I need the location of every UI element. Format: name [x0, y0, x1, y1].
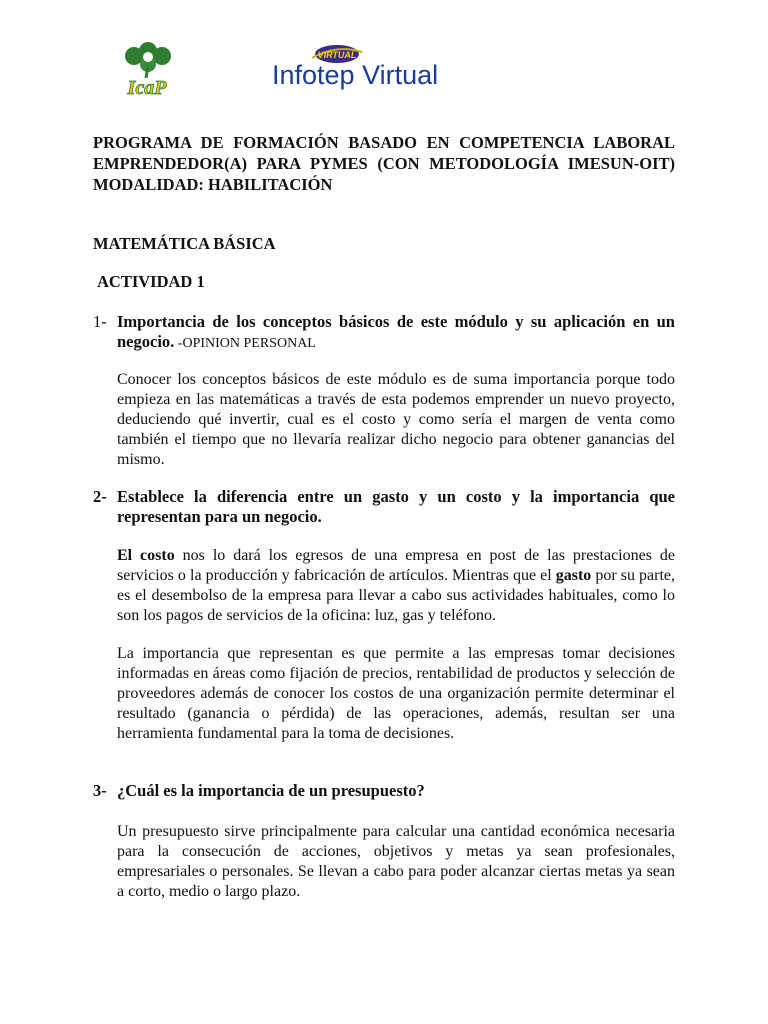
answer-2-part1: nos lo dará los egresos de una empresa en post de las prestaciones de servicios o la producción y fabricación de artículos. Mientras que el [117, 547, 675, 584]
answer-2-costo-term: El costo [117, 547, 175, 564]
question-2 [93, 487, 675, 527]
document-title: PROGRAMA DE FORMACIÓN BASADO EN COMPETENCIA LABORAL EMPRENDEDOR(A) PARA PYMES (CON METODOLOGÍA IMESUN-OIT) MODALIDAD: HABILITACIÓN [93, 133, 675, 194]
question-3 [93, 781, 675, 801]
document-title-block [93, 132, 675, 195]
icap-logo [92, 42, 202, 98]
answer-2-part2: por su parte, es el desembolso de la empresa para llevar a cabo sus actividades habituales, como lo son los pagos de servicios de la oficina: luz, gas y teléfono. [117, 567, 676, 624]
answer-3: Un presupuesto sirve principalmente para calcular una cantidad económica necesaria para la consecución de acciones, objetivos y metas ya sean profesionales, empresariales o personales. Se llevan a cabo para poder alcanzar ciertas metas ya sean a corto, medio o largo plazo. [117, 823, 675, 900]
question-1-number: 1- [93, 312, 107, 331]
question-1 [93, 312, 675, 354]
activity-heading: ACTIVIDAD 1 [97, 272, 205, 291]
question-1-label: Importancia de los conceptos básicos de este módulo y su aplicación en un negocio. [117, 312, 675, 351]
subject-heading: MATEMÁTICA BÁSICA [93, 234, 276, 253]
question-1-note: -OPINION PERSONAL [174, 336, 316, 351]
header-logos [92, 40, 512, 98]
infotep-logo-small: VIRTUAL [317, 50, 357, 60]
answer-1: Conocer los conceptos básicos de este módulo es de suma importancia porque todo empieza en las matemáticas a través de esta podemos emprender un nuevo proyecto, deduciendo qué invertir, cual es el costo y como sería el margen de venta como también el tiempo que no llevaría realizar dicho negocio para obtener ganancias del mismo. [117, 371, 675, 468]
question-3-text: ¿Cuál es la importancia de un presupuesto? [117, 781, 425, 800]
question-3-number: 3- [93, 781, 107, 800]
infotep-logo [262, 40, 512, 96]
answer-2-gasto-term: gasto [555, 567, 592, 584]
question-1-text [117, 312, 675, 354]
infotep-logo-text: Infotep Virtual [272, 60, 439, 90]
icap-logo-text: IcaP [127, 77, 167, 98]
answer-2-importance: La importancia que representan es que permite a las empresas tomar decisiones informadas en áreas como fijación de precios, rentabilidad de productos y selección de proveedores además de conocer los costos de una organización permite determinar el resultado (ganancia o pérdida) de las operaciones, además, resultan ser una herramienta fundamental para la toma de decisiones. [117, 645, 675, 742]
answer-2-definitions [117, 546, 675, 626]
question-2-text: Establece la diferencia entre un gasto y un costo y la importancia que representan para un negocio. [117, 487, 675, 526]
question-2-number: 2- [93, 487, 107, 506]
